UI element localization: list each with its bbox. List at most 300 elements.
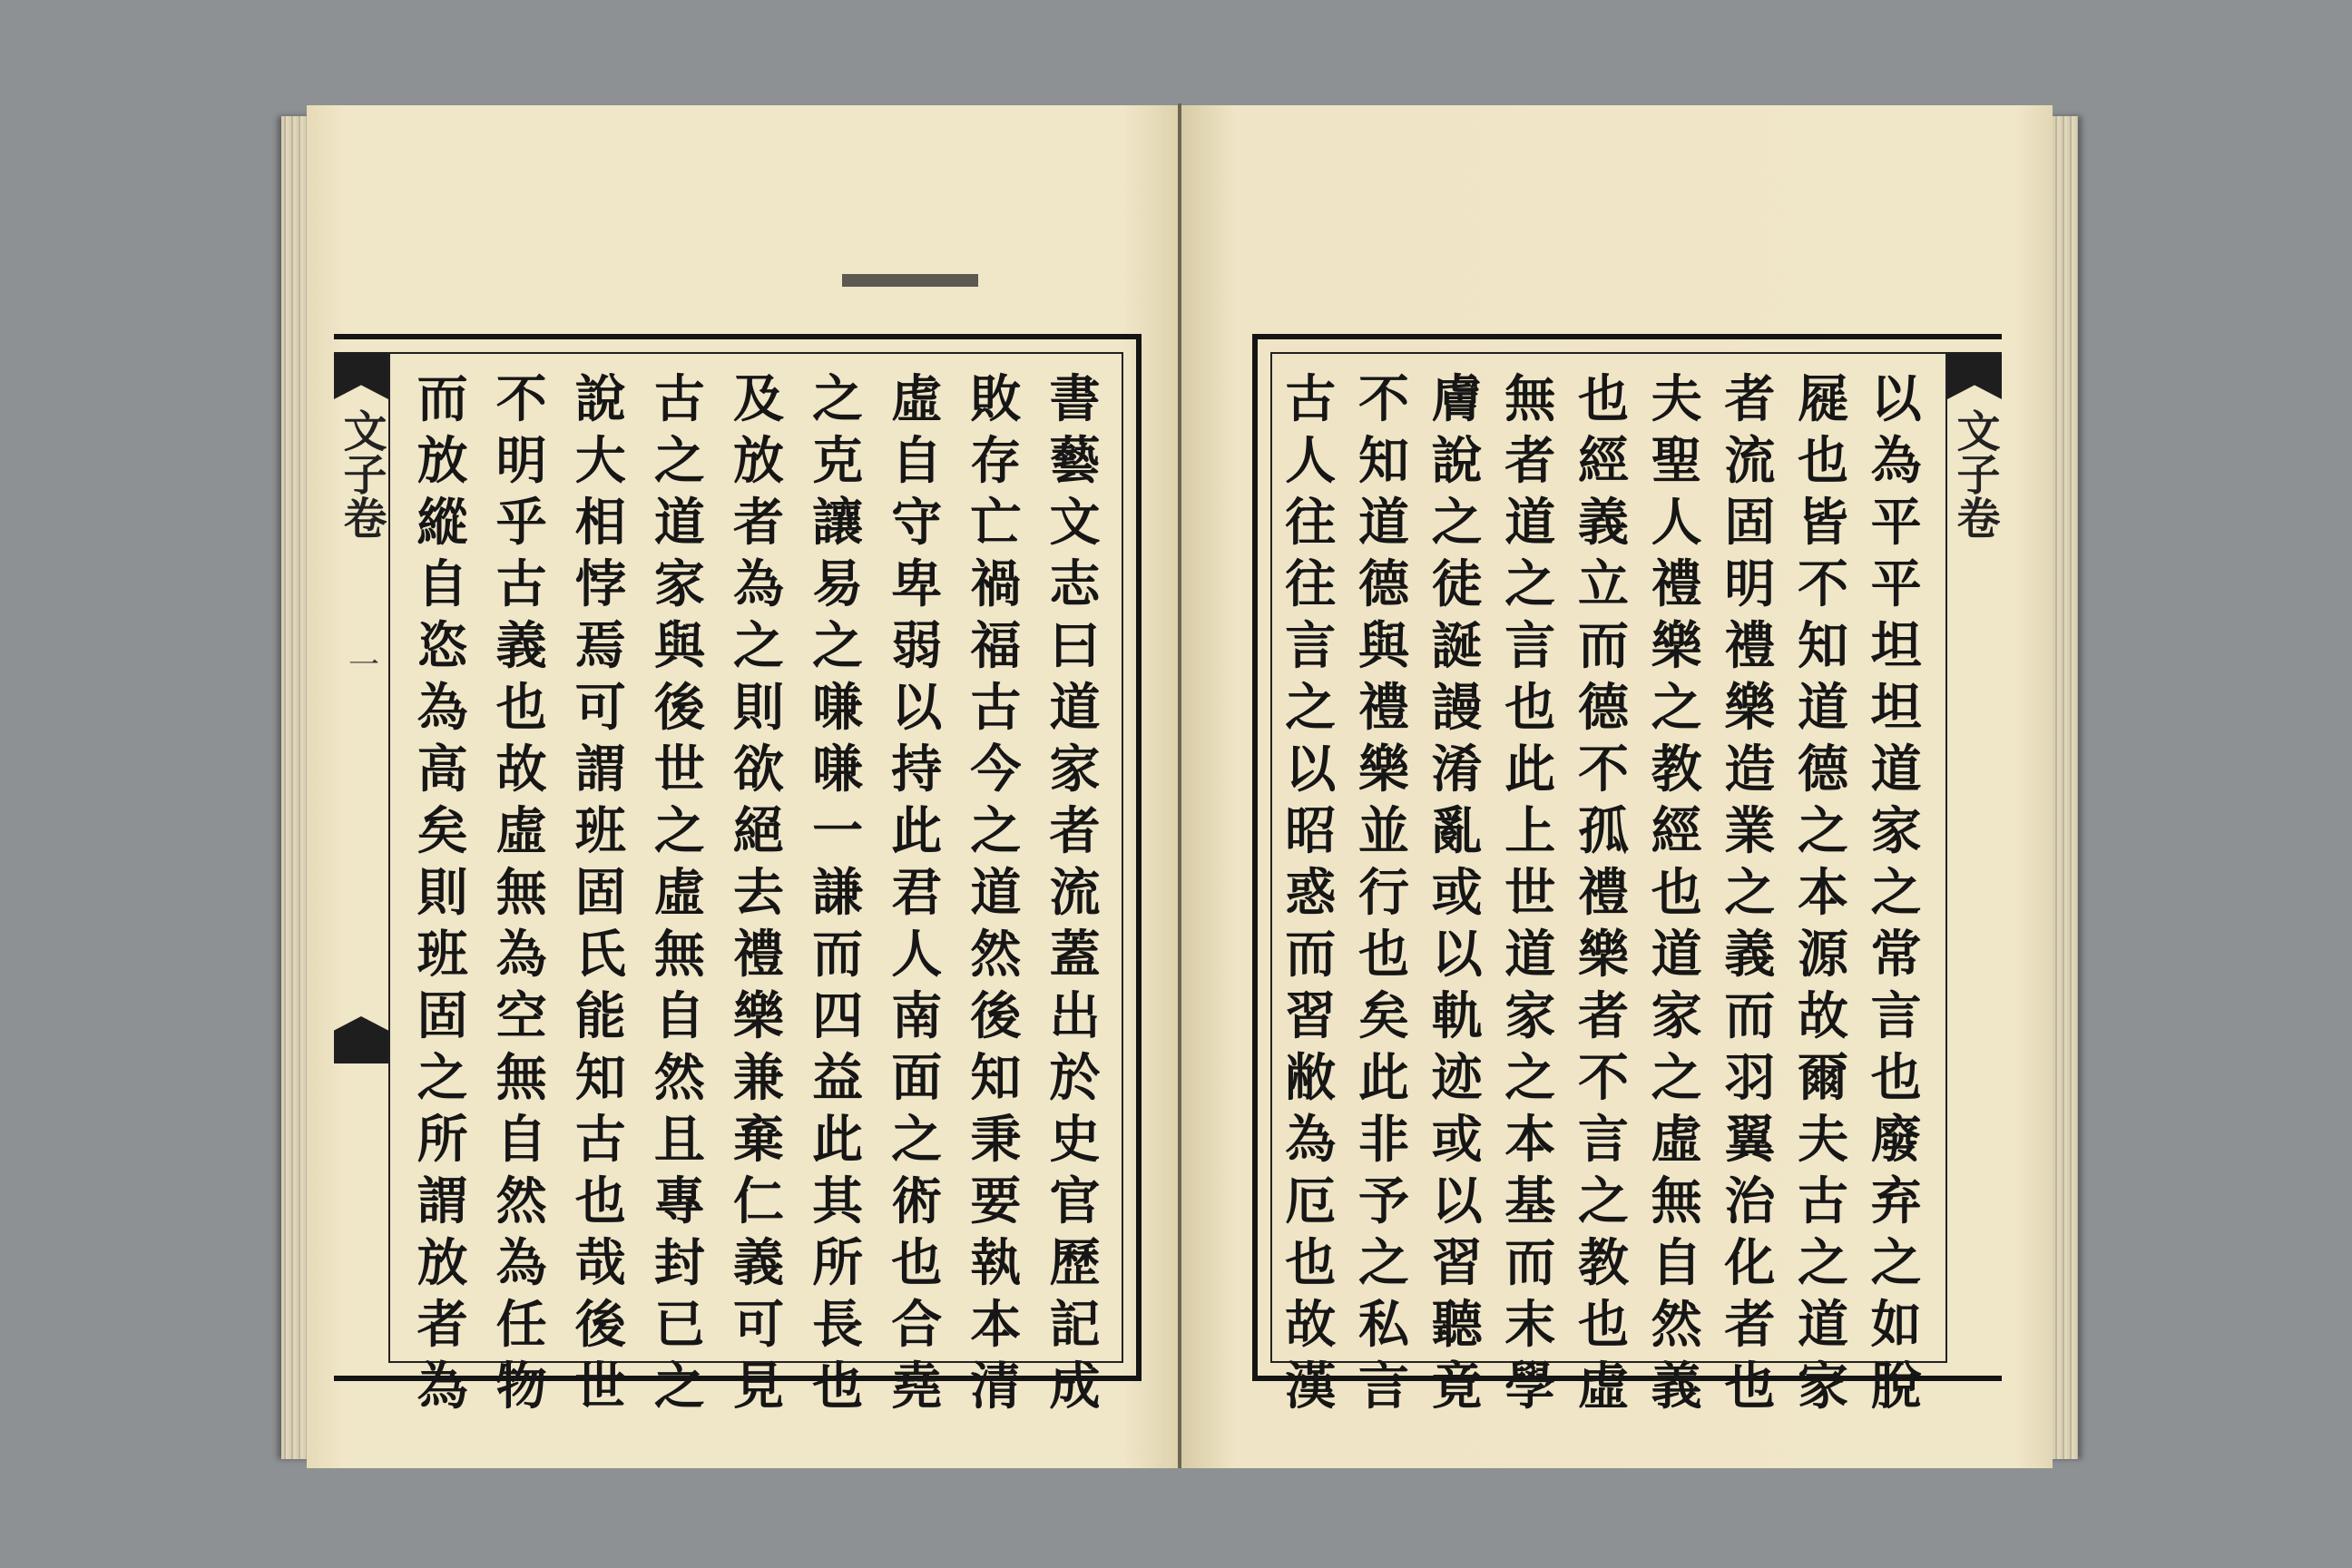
character: 放 (416, 1233, 468, 1293)
character: 古 (970, 678, 1022, 738)
character: 者 (1724, 1295, 1776, 1355)
character: 德 (1577, 678, 1629, 738)
character: 且 (653, 1110, 705, 1170)
character: 術 (891, 1171, 943, 1231)
character: 史 (1049, 1110, 1101, 1170)
character: 往 (1285, 554, 1337, 614)
character: 存 (970, 431, 1022, 491)
character: 說 (1431, 431, 1483, 491)
character: 封 (653, 1233, 705, 1293)
character: 膚 (1431, 369, 1483, 429)
character: 福 (970, 616, 1022, 676)
character: 說 (574, 369, 626, 429)
character: 治 (1724, 1171, 1776, 1231)
character: 義 (733, 1233, 784, 1293)
character: 世 (653, 740, 705, 799)
character: 持 (891, 740, 943, 799)
character: 古 (495, 554, 547, 614)
character: 班 (574, 801, 626, 861)
character: 虛 (495, 801, 547, 861)
right-text-column (1713, 368, 1787, 1416)
character: 則 (733, 678, 784, 738)
character: 予 (1357, 1171, 1409, 1231)
right-text-column (1640, 368, 1713, 1416)
left-folio-number: 一 (342, 648, 379, 679)
character: 故 (1285, 1295, 1337, 1355)
character: 已 (653, 1295, 705, 1355)
character: 世 (574, 1357, 626, 1416)
right-text-frame (1252, 334, 2002, 1416)
character: 家 (1651, 986, 1702, 1046)
character: 者 (1577, 986, 1629, 1046)
character: 官 (1049, 1171, 1101, 1231)
character: 道 (1504, 493, 1556, 553)
character: 故 (1797, 986, 1848, 1046)
character: 恣 (416, 616, 468, 676)
character: 虛 (891, 369, 943, 429)
character: 為 (1870, 431, 1922, 491)
left-text-column (1035, 368, 1114, 1416)
character: 空 (495, 986, 547, 1046)
character: 也 (1724, 1357, 1776, 1416)
character: 此 (891, 801, 943, 861)
character: 為 (416, 678, 468, 738)
character: 羽 (1724, 1048, 1776, 1108)
character: 私 (1357, 1295, 1409, 1355)
character: 家 (653, 554, 705, 614)
character: 知 (574, 1048, 626, 1108)
character: 專 (653, 1171, 705, 1231)
character: 流 (1049, 863, 1101, 923)
character: 禍 (970, 554, 1022, 614)
character: 乎 (495, 493, 547, 553)
character: 於 (1049, 1048, 1101, 1108)
character: 自 (891, 431, 943, 491)
character: 德 (1797, 740, 1848, 799)
character: 翼 (1724, 1110, 1776, 1170)
character: 去 (733, 863, 784, 923)
character: 焉 (574, 616, 626, 676)
character: 之 (1651, 1048, 1702, 1108)
character: 之 (1797, 1233, 1848, 1293)
character: 孤 (1577, 801, 1629, 861)
character: 自 (495, 1110, 547, 1170)
character: 藝 (1049, 431, 1101, 491)
left-text-columns (403, 368, 1114, 1416)
character: 末 (1504, 1295, 1556, 1355)
character: 記 (1049, 1295, 1101, 1355)
character: 矣 (416, 801, 468, 861)
character: 清 (970, 1357, 1022, 1416)
character: 也 (1651, 863, 1702, 923)
left-text-column (877, 368, 956, 1416)
character: 謾 (1431, 678, 1483, 738)
character: 不 (1577, 740, 1629, 799)
character: 家 (1870, 801, 1922, 861)
character: 古 (1285, 369, 1337, 429)
character: 之 (653, 1357, 705, 1416)
right-banner-title: 文子卷 (1949, 408, 2000, 539)
character: 明 (495, 431, 547, 491)
character: 古 (653, 369, 705, 429)
character: 者 (1504, 431, 1556, 491)
character: 禮 (733, 925, 784, 985)
character: 迹 (1431, 1048, 1483, 1108)
character: 自 (416, 554, 468, 614)
character: 德 (1357, 554, 1409, 614)
left-text-frame (334, 334, 1142, 1416)
character: 如 (1870, 1295, 1922, 1355)
character: 道 (970, 863, 1022, 923)
character: 坦 (1870, 616, 1922, 676)
right-text-column (1348, 368, 1421, 1416)
character: 之 (1504, 554, 1556, 614)
character: 歷 (1049, 1233, 1101, 1293)
character: 學 (1504, 1357, 1556, 1416)
character: 蓋 (1049, 925, 1101, 985)
character: 之 (812, 369, 864, 429)
left-text-column (561, 368, 640, 1416)
character: 之 (653, 431, 705, 491)
character: 習 (1285, 986, 1337, 1046)
character: 益 (812, 1048, 864, 1108)
character: 然 (495, 1171, 547, 1231)
fish-tail-mark-top (334, 352, 388, 399)
character: 家 (1797, 1357, 1848, 1416)
right-text-column (1420, 368, 1494, 1416)
left-text-column (640, 368, 719, 1416)
character: 義 (1577, 493, 1629, 553)
character: 出 (1049, 986, 1101, 1046)
character: 禮 (1651, 554, 1702, 614)
character: 後 (970, 986, 1022, 1046)
character: 道 (1870, 740, 1922, 799)
character: 人 (891, 925, 943, 985)
character: 爾 (1797, 1048, 1848, 1108)
fish-tail-mark-top (1947, 352, 2002, 399)
character: 克 (812, 431, 864, 491)
character: 無 (495, 1048, 547, 1108)
character: 義 (1724, 925, 1776, 985)
character: 之 (1285, 678, 1337, 738)
character: 要 (970, 1171, 1022, 1231)
character: 為 (416, 1357, 468, 1416)
character: 無 (1651, 1171, 1702, 1231)
character: 樂 (1651, 616, 1702, 676)
character: 則 (416, 863, 468, 923)
character: 人 (1285, 431, 1337, 491)
character: 之 (1357, 1233, 1409, 1293)
left-margin-banner (334, 352, 388, 1363)
character: 世 (1504, 863, 1556, 923)
character: 嗛 (812, 740, 864, 799)
character: 本 (1504, 1110, 1556, 1170)
character: 之 (1577, 1171, 1629, 1231)
character: 縱 (416, 493, 468, 553)
right-text-column (1274, 368, 1348, 1416)
character: 自 (653, 986, 705, 1046)
character: 謂 (574, 740, 626, 799)
left-text-column (799, 368, 877, 1416)
character: 之 (1651, 678, 1702, 738)
character: 者 (416, 1295, 468, 1355)
character: 義 (495, 616, 547, 676)
character: 之 (970, 801, 1022, 861)
left-banner-title: 文子卷 (336, 408, 387, 539)
right-text-column (1494, 368, 1567, 1416)
character: 樂 (1357, 740, 1409, 799)
character: 後 (574, 1295, 626, 1355)
character: 誕 (1431, 616, 1483, 676)
character: 可 (733, 1295, 784, 1355)
character: 經 (1577, 431, 1629, 491)
character: 教 (1651, 740, 1702, 799)
character: 以 (1870, 369, 1922, 429)
character: 之 (812, 616, 864, 676)
character: 往 (1285, 493, 1337, 553)
character: 哉 (574, 1233, 626, 1293)
character: 平 (1870, 493, 1922, 553)
character: 或 (1431, 863, 1483, 923)
character: 與 (653, 616, 705, 676)
character: 敗 (970, 369, 1022, 429)
character: 不 (1797, 554, 1848, 614)
character: 任 (495, 1295, 547, 1355)
character: 流 (1724, 431, 1776, 491)
character: 然 (970, 925, 1022, 985)
character: 聽 (1431, 1295, 1483, 1355)
character: 固 (416, 986, 468, 1046)
character: 也 (1577, 369, 1629, 429)
character: 虛 (653, 863, 705, 923)
character: 言 (1504, 616, 1556, 676)
character: 今 (970, 740, 1022, 799)
left-text-column (403, 368, 482, 1416)
character: 禮 (1724, 616, 1776, 676)
character: 欲 (733, 740, 784, 799)
character: 及 (733, 369, 784, 429)
character: 以 (891, 678, 943, 738)
character: 亂 (1431, 801, 1483, 861)
character: 之 (1431, 493, 1483, 553)
right-margin-banner (1947, 352, 2002, 1363)
character: 悖 (574, 554, 626, 614)
character: 也 (495, 678, 547, 738)
character: 後 (653, 678, 705, 738)
character: 道 (1797, 1295, 1848, 1355)
character: 者 (733, 493, 784, 553)
character: 惑 (1285, 863, 1337, 923)
character: 樂 (733, 986, 784, 1046)
character: 行 (1357, 863, 1409, 923)
character: 常 (1870, 925, 1922, 985)
character: 知 (1797, 616, 1848, 676)
character: 不 (1357, 369, 1409, 429)
character: 無 (495, 863, 547, 923)
character: 也 (1870, 1048, 1922, 1108)
character: 古 (1797, 1171, 1848, 1231)
character: 之 (733, 616, 784, 676)
character: 以 (1431, 925, 1483, 985)
character: 不 (1577, 1048, 1629, 1108)
character: 經 (1651, 801, 1702, 861)
character: 明 (1724, 554, 1776, 614)
character: 所 (812, 1233, 864, 1293)
character: 志 (1049, 554, 1101, 614)
left-text-column (956, 368, 1035, 1416)
fish-tail-mark-bottom (334, 1016, 388, 1063)
character: 言 (1577, 1110, 1629, 1170)
right-text-column (1567, 368, 1641, 1416)
character: 放 (416, 431, 468, 491)
character: 大 (574, 431, 626, 491)
character: 道 (1651, 925, 1702, 985)
character: 道 (653, 493, 705, 553)
character: 而 (1724, 986, 1776, 1046)
character: 習 (1431, 1233, 1483, 1293)
character: 知 (970, 1048, 1022, 1108)
character: 見 (733, 1357, 784, 1416)
character: 虛 (1577, 1357, 1629, 1416)
character: 無 (1504, 369, 1556, 429)
character: 自 (1651, 1233, 1702, 1293)
character: 謙 (812, 863, 864, 923)
character: 廢 (1870, 1110, 1922, 1170)
character: 非 (1357, 1110, 1409, 1170)
character: 樂 (1577, 925, 1629, 985)
character: 不 (495, 369, 547, 429)
character: 君 (891, 863, 943, 923)
character: 言 (1357, 1357, 1409, 1416)
character: 源 (1797, 925, 1848, 985)
right-text-column (1859, 368, 1933, 1416)
character: 弃 (1870, 1171, 1922, 1231)
character: 人 (1651, 493, 1702, 553)
character: 平 (1870, 554, 1922, 614)
character: 徒 (1431, 554, 1483, 614)
character: 或 (1431, 1110, 1483, 1170)
character: 也 (1577, 1295, 1629, 1355)
character: 相 (574, 493, 626, 553)
character: 坦 (1870, 678, 1922, 738)
character: 道 (1357, 493, 1409, 553)
character: 聖 (1651, 431, 1702, 491)
character: 知 (1357, 431, 1409, 491)
ink-smudge (842, 274, 978, 287)
character: 立 (1577, 554, 1629, 614)
character: 物 (495, 1357, 547, 1416)
character: 軌 (1431, 986, 1483, 1046)
character: 成 (1049, 1357, 1101, 1416)
character: 之 (1870, 863, 1922, 923)
character: 脫 (1870, 1357, 1922, 1416)
character: 文 (1049, 493, 1101, 553)
character: 者 (1724, 369, 1776, 429)
character: 其 (812, 1171, 864, 1231)
character: 也 (1797, 431, 1848, 491)
character: 卑 (891, 554, 943, 614)
character: 書 (1049, 369, 1101, 429)
character: 者 (1049, 801, 1101, 861)
character: 此 (812, 1110, 864, 1170)
character: 合 (891, 1295, 943, 1355)
character: 班 (416, 925, 468, 985)
character: 而 (812, 925, 864, 985)
left-page (307, 105, 1178, 1468)
character: 言 (1285, 616, 1337, 676)
character: 化 (1724, 1233, 1776, 1293)
character: 弱 (891, 616, 943, 676)
right-page (1181, 105, 2053, 1468)
character: 為 (495, 1233, 547, 1293)
character: 淆 (1431, 740, 1483, 799)
character: 造 (1724, 740, 1776, 799)
character: 也 (1504, 678, 1556, 738)
character: 業 (1724, 801, 1776, 861)
character: 面 (891, 1048, 943, 1108)
character: 固 (1724, 493, 1776, 553)
character: 南 (891, 986, 943, 1046)
character: 言 (1870, 986, 1922, 1046)
left-text-column (719, 368, 798, 1416)
character: 而 (416, 369, 468, 429)
character: 矣 (1357, 986, 1409, 1046)
character: 秉 (970, 1110, 1022, 1170)
character: 氏 (574, 925, 626, 985)
character: 亡 (970, 493, 1022, 553)
character: 也 (812, 1357, 864, 1416)
character: 執 (970, 1233, 1022, 1293)
character: 之 (416, 1048, 468, 1108)
character: 基 (1504, 1171, 1556, 1231)
character: 之 (1504, 1048, 1556, 1108)
character: 棄 (733, 1110, 784, 1170)
character: 高 (416, 740, 468, 799)
character: 為 (733, 554, 784, 614)
character: 以 (1431, 1171, 1483, 1231)
character: 而 (1504, 1233, 1556, 1293)
character: 曰 (1049, 616, 1101, 676)
left-text-column (482, 368, 561, 1416)
character: 以 (1285, 740, 1337, 799)
character: 道 (1049, 678, 1101, 738)
character: 所 (416, 1110, 468, 1170)
character: 之 (891, 1110, 943, 1170)
character: 禮 (1357, 678, 1409, 738)
character: 義 (1651, 1357, 1702, 1416)
character: 而 (1577, 616, 1629, 676)
character: 長 (812, 1295, 864, 1355)
character: 絕 (733, 801, 784, 861)
character: 昭 (1285, 801, 1337, 861)
character: 古 (574, 1110, 626, 1170)
character: 無 (653, 925, 705, 985)
character: 本 (1797, 863, 1848, 923)
character: 守 (891, 493, 943, 553)
character: 之 (1870, 1233, 1922, 1293)
right-text-columns (1274, 368, 1933, 1416)
character: 皆 (1797, 493, 1848, 553)
character: 易 (812, 554, 864, 614)
character: 讓 (812, 493, 864, 553)
character: 禮 (1577, 863, 1629, 923)
character: 能 (574, 986, 626, 1046)
character: 本 (970, 1295, 1022, 1355)
character: 嗛 (812, 678, 864, 738)
character: 道 (1797, 678, 1848, 738)
character: 家 (1049, 740, 1101, 799)
character: 然 (1651, 1295, 1702, 1355)
